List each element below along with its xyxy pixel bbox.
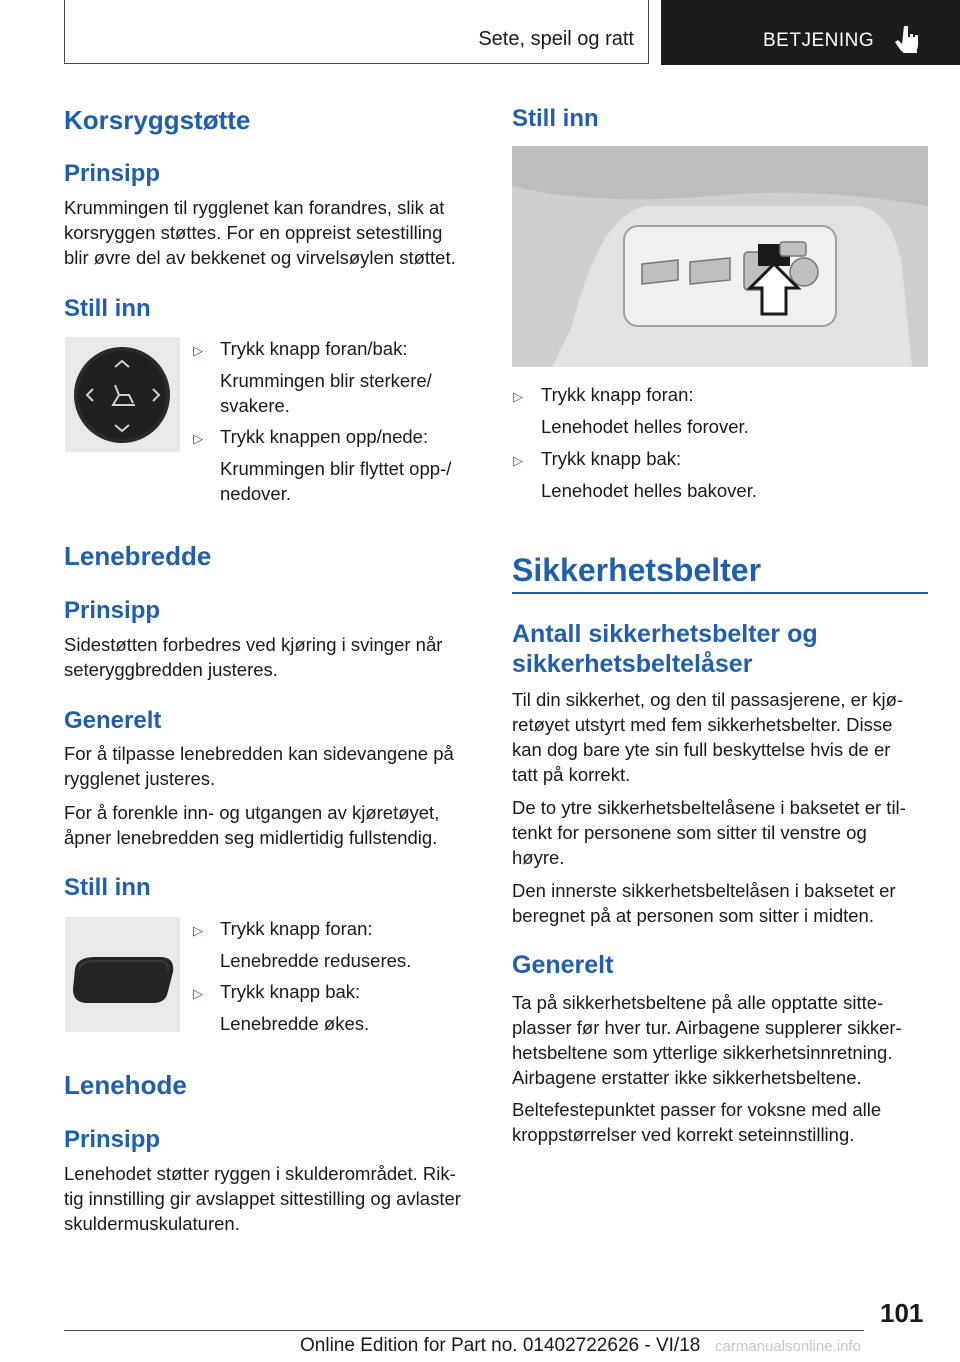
page-header [0, 0, 960, 66]
para-4-line: hetsbeltene som ytterlige sikkerhetsinnretning. [512, 1042, 893, 1063]
bullet-marker: ▷ [513, 389, 523, 404]
principle-text-2b: seteryggbredden justeres. [64, 659, 278, 680]
bullet-detail: Krummingen blir flyttet opp-/ [220, 458, 452, 479]
principle-text-3c: skuldermuskulaturen. [64, 1213, 240, 1234]
page-number: 101 [880, 1298, 924, 1328]
bullet-detail: svakere. [220, 395, 290, 416]
para-1-line: retøyet utstyrt med fem sikkerhetsbelter. Disse [512, 714, 893, 735]
footer-rule [64, 1330, 864, 1331]
bullet-label: Trykk knapp foran: [541, 384, 694, 405]
watermark: carmanualsonline.info [715, 1338, 861, 1355]
heading-adjust-3: Still inn [512, 105, 599, 132]
bullet-marker: ▷ [193, 923, 203, 938]
para-5-line: Beltefestepunktet passer for voksne med alle [512, 1099, 882, 1120]
subtitle-line-2: sikkerhetsbeltelåser [512, 650, 753, 678]
bullet-detail: Lenebredde økes. [220, 1013, 370, 1034]
para-1-line: tatt på korrekt. [512, 764, 631, 785]
general-text-1b: rygglenet justeres. [64, 768, 216, 789]
bullet-detail: nedover. [220, 483, 291, 504]
bullet-marker: ▷ [193, 431, 203, 446]
para-2-line: tenkt for personene som sitter til venstre og [512, 822, 867, 843]
general-text-1a: For å tilpasse lenebredden kan sidevangene på [64, 743, 454, 764]
header-chapter-box [661, 0, 960, 65]
principle-text-2a: Sidestøtten forbedres ved kjøring i svinger når [64, 634, 443, 655]
bullet-detail: Lenehodet helles forover. [541, 416, 749, 437]
principle-text-3a: Lenehodet støtter ryggen i skulderområdet. Rik- [64, 1163, 456, 1184]
para-3-line: Den innerste sikkerhetsbeltelåsen i baksetet er [512, 880, 896, 901]
section-title-headrest: Lenehode [64, 1070, 187, 1100]
principle-text-1b: korsryggen støttes. For en oppreist setestilling [64, 222, 443, 243]
heading-general-1: Generelt [64, 707, 162, 734]
subtitle-line-1: Antall sikkerhetsbelter og [512, 620, 818, 648]
seat-controls-image [512, 146, 928, 367]
header-section-box [64, 0, 649, 64]
principle-text-1c: blir øvre del av bekkenet og virvelsøylen støttet. [64, 247, 456, 268]
section-title-lumbar: Korsryggstøtte [64, 105, 251, 135]
bullet-detail: Lenebredde reduseres. [220, 950, 412, 971]
width-button-image [65, 917, 180, 1032]
chapter-rule [512, 592, 928, 594]
principle-text-3b: tig innstilling gir avslappet sittestilling og avlaster [64, 1188, 461, 1209]
section-title-width: Lenebredde [64, 541, 212, 571]
bullet-marker: ▷ [193, 986, 203, 1001]
para-4-line: plasser før hver tur. Airbagene supplerer sikker- [512, 1017, 902, 1038]
para-5-line: kroppstørrelser ved korrekt seteinnstilling. [512, 1124, 855, 1145]
heading-adjust-2: Still inn [64, 874, 151, 901]
bullet-label: Trykk knapp foran/bak: [220, 338, 408, 359]
footer-edition: Online Edition for Part no. 01402722626 - VI/18 [300, 1335, 701, 1356]
general-text-2b: åpner lenebredden seg midlertidig fullstendig. [64, 827, 438, 848]
para-2-line: høyre. [512, 847, 565, 868]
bullet-label: Trykk knapp foran: [220, 918, 373, 939]
bullet-detail: Lenehodet helles bakover. [541, 480, 758, 501]
heading-general-2: Generelt [512, 951, 614, 979]
general-text-2a: For å forenkle inn- og utgangen av kjøretøyet, [64, 802, 440, 823]
bullet-marker: ▷ [193, 343, 203, 358]
para-4-line: Airbagene erstatter ikke sikkerhetsbeltene. [512, 1067, 862, 1088]
bullet-label: Trykk knapp bak: [541, 448, 682, 469]
para-3-line: beregnet på at personen som sitter i midten. [512, 905, 874, 926]
heading-adjust-1: Still inn [64, 295, 151, 322]
heading-principle-3: Prinsipp [64, 1126, 161, 1153]
header-chapter-title: BETJENING [763, 30, 875, 51]
chapter-title-seatbelts: Sikkerhetsbelter [512, 552, 762, 588]
hand-pointer-icon [895, 24, 921, 54]
para-4-line: Ta på sikkerhetsbeltene på alle opptatte sitte- [512, 992, 884, 1013]
heading-principle-2: Prinsipp [64, 597, 161, 624]
header-section-title: Sete, speil og ratt [478, 28, 634, 50]
para-1-line: kan dog bare yte sin full beskyttelse hvis de er [512, 739, 891, 760]
lumbar-control-image [65, 337, 180, 452]
heading-principle-1: Prinsipp [64, 160, 161, 187]
bullet-detail: Krummingen blir sterkere/ [220, 370, 432, 391]
bullet-label: Trykk knapp bak: [220, 981, 361, 1002]
para-2-line: De to ytre sikkerhetsbeltelåsene i baksetet er til- [512, 797, 906, 818]
bullet-marker: ▷ [513, 453, 523, 468]
para-1-line: Til din sikkerhet, og den til passasjerene, er kjø- [512, 689, 904, 710]
bullet-label: Trykk knappen opp/nede: [220, 426, 429, 447]
principle-text-1a: Krummingen til rygglenet kan forandres, slik at [64, 197, 445, 218]
